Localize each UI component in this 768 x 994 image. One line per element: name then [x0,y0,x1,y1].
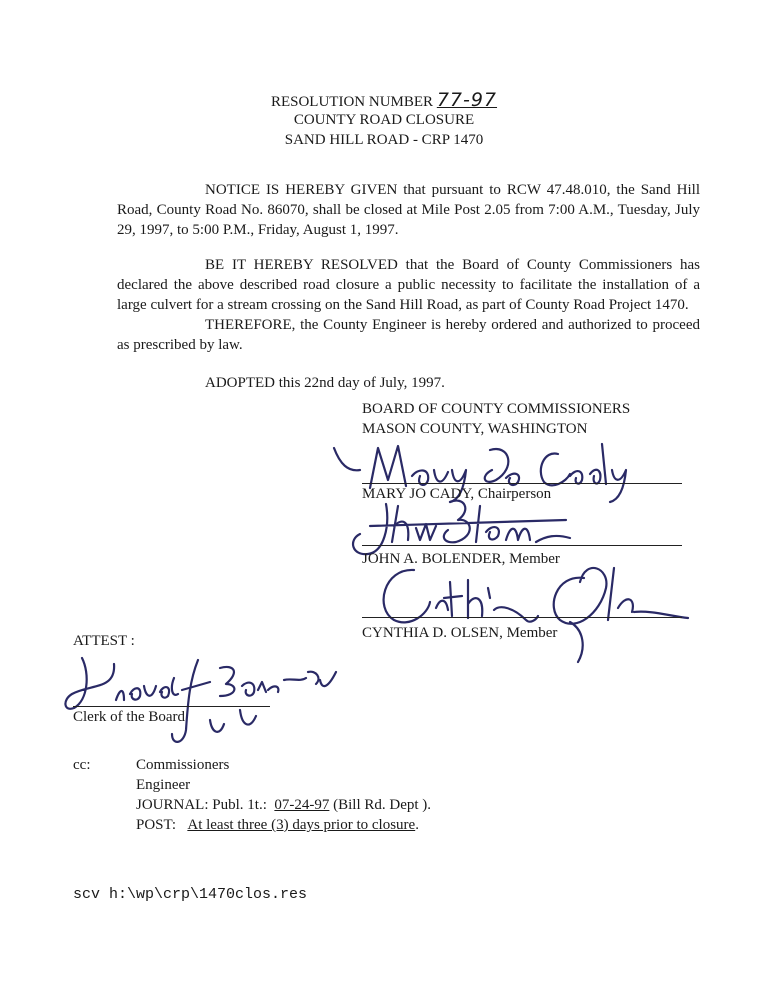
signature-clerk [60,650,340,750]
cc-list [136,755,736,835]
member-cady-name: MARY JO CADY, Chairperson [362,486,552,502]
member-olsen-name: CYNTHIA D. OLSEN, Member [362,625,558,641]
resolution-subtitle: COUNTY ROAD CLOSURE [293,112,475,128]
board-heading [362,399,630,439]
post-end: . [415,817,419,833]
journal-date: 07-24-97 [274,797,330,813]
post-label: POST: [136,817,177,833]
board-county: MASON COUNTY, WASHINGTON [362,421,588,437]
resolution-number: 77-97 [436,89,498,111]
resolution-title [0,90,768,110]
journal-text: Publ. 1t.: [212,797,267,813]
resolution-header [0,90,768,150]
adopted-paragraph [117,373,700,393]
member-bolender-name: JOHN A. BOLENDER, Member [362,551,560,567]
cc-label: cc: [73,757,91,773]
post-text: At least three (3) days prior to closure [187,817,416,833]
resolution-road: SAND HILL ROAD - CRP 1470 [284,132,484,148]
clerk-label: Clerk of the Board [73,709,186,725]
signature-line-olsen [362,617,682,618]
signature-line-bolender [362,545,682,546]
resolution-label: RESOLUTION NUMBER [270,94,434,110]
resolved-paragraph [117,255,700,315]
cc-commissioners: Commissioners [136,757,230,773]
adopted-text: ADOPTED this 22nd day of July, 1997. [205,375,445,391]
journal-note: (Bill Rd. Dept ). [333,797,432,813]
cc-engineer: Engineer [136,777,191,793]
therefore-paragraph [117,315,700,355]
resolved-text: BE IT HEREBY RESOLVED that the Board of County Commissioners has declared the above described road closure a public necessity to facilitate the installation of a large culvert for a stream crossing on the Sand Hill Road, as part of County Road Project 1470. [117,257,700,313]
notice-text: NOTICE IS HEREBY GIVEN that pursuant to RCW 47.48.010, the Sand Hill Road, County Road No. 86070, shall be closed at Mile Post 2.05 from 7:00 A.M., Tuesday, July 29, 1997, to 5:00 P.M., Friday, August 1, 1997. [117,182,700,238]
cc-journal [136,795,736,815]
therefore-text: THEREFORE, the County Engineer is hereby ordered and authorized to proceed as prescribed by law. [117,317,700,353]
attest-label: ATTEST : [73,633,135,649]
file-path: scv h:\wp\crp\1470clos.res [73,886,308,903]
notice-paragraph [117,180,700,240]
board-title: BOARD OF COUNTY COMMISSIONERS [362,401,631,417]
cc-post [136,815,736,835]
signature-olsen [370,558,700,678]
journal-label: JOURNAL: [136,797,209,813]
